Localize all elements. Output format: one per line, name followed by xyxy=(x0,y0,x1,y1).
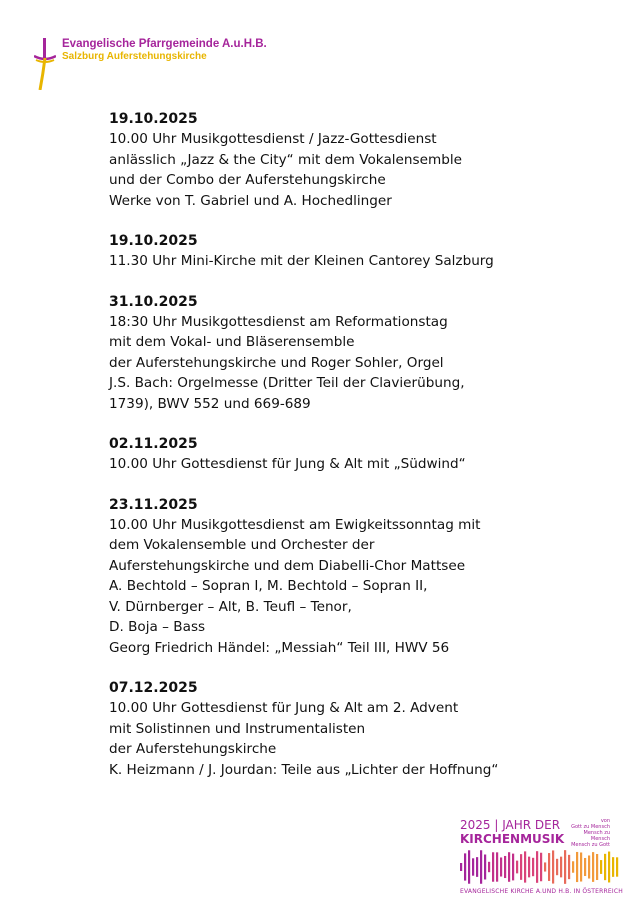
sound-bar xyxy=(516,861,518,874)
event-description-line: 10.00 Uhr Musikgottesdienst am Ewigkeitssonntag mit xyxy=(109,516,481,533)
sound-bar xyxy=(464,853,466,880)
event-description-line: K. Heizmann / J. Jourdan: Teile aus „Lichter der Hoffnung“ xyxy=(109,761,499,778)
sound-bar xyxy=(528,857,530,878)
event-date: 31.10.2025 xyxy=(109,293,198,310)
sound-bar xyxy=(616,857,618,876)
event-description-line: 10.00 Uhr Musikgottesdienst / Jazz-Gottesdienst xyxy=(109,131,437,147)
sound-bar xyxy=(560,857,562,878)
event-block xyxy=(109,231,609,272)
footer-title: KIRCHENMUSIK xyxy=(460,832,565,846)
event-description-line: A. Bechtold – Sopran I, M. Bechtold – Sopran II, xyxy=(109,578,428,594)
event-description-line: 11.30 Uhr Mini-Kirche mit der Kleinen Cantorey Salzburg xyxy=(109,253,494,269)
sound-bar xyxy=(480,850,482,884)
sound-bar xyxy=(556,859,558,875)
footer-year: 2025 | JAHR DER xyxy=(460,818,561,832)
sound-bar xyxy=(604,854,606,880)
sound-bar xyxy=(488,862,490,872)
event-description-line: der Auferstehungskirche und Roger Sohler, Orgel xyxy=(109,354,444,371)
sound-bar xyxy=(584,858,586,876)
event-block xyxy=(109,292,609,415)
sound-bar xyxy=(564,850,566,884)
event-description-line: D. Boja – Bass xyxy=(109,619,206,635)
sound-bar xyxy=(572,861,574,872)
tagline-line: Mensch zu Gott xyxy=(571,842,610,848)
parish-name: Evangelische Pfarrgemeinde A.u.H.B. xyxy=(62,38,267,50)
event-block xyxy=(109,678,609,780)
event-description-line: mit Solistinnen und Instrumentalisten xyxy=(109,720,366,737)
event-list xyxy=(109,109,609,800)
sound-bar xyxy=(608,852,610,883)
sound-bar xyxy=(500,857,502,876)
footer-logo xyxy=(460,818,623,898)
event-description-line: 10.00 Uhr Gottesdienst für Jung & Alt mit „Südwind“ xyxy=(109,456,466,472)
event-date: 07.12.2025 xyxy=(109,680,198,696)
sound-bar xyxy=(600,860,602,874)
sound-bar xyxy=(552,850,554,883)
sound-bar xyxy=(520,854,522,880)
sound-bar xyxy=(612,857,614,877)
event-description-line: anlässlich „Jazz & the City“ mit dem Vokalensemble xyxy=(109,151,462,168)
sound-bar xyxy=(504,856,506,878)
sound-bar xyxy=(568,855,570,879)
sound-bar xyxy=(532,858,534,876)
event-date: 23.11.2025 xyxy=(109,496,198,513)
sound-bar xyxy=(540,853,542,882)
sound-bar xyxy=(592,852,594,882)
event-block xyxy=(109,109,609,211)
sound-bar xyxy=(472,858,474,875)
sound-bars-icon xyxy=(460,850,620,884)
event-description-line: J.S. Bach: Orgelmesse (Dritter Teil der Clavierübung, xyxy=(109,375,465,391)
tagline-line: von xyxy=(600,818,610,824)
event-description-line: dem Vokalensemble und Orchester der xyxy=(109,537,375,553)
tagline-line: Mensch zu Mensch xyxy=(583,830,610,842)
event-description-line: und der Combo der Auferstehungskirche xyxy=(109,172,386,188)
footer-organization: EVANGELISCHE KIRCHE A.UND H.B. IN ÖSTERREICH xyxy=(460,888,623,895)
event-block xyxy=(109,495,609,659)
sound-bar xyxy=(524,851,526,882)
event-description-line: Werke von T. Gabriel und A. Hochedlinger xyxy=(109,192,392,209)
sound-bar xyxy=(576,852,578,882)
sound-bar xyxy=(468,850,470,883)
header xyxy=(26,36,326,96)
event-description-line: Georg Friedrich Händel: „Messiah“ Teil III, HWV 56 xyxy=(109,639,450,656)
event-description-line: 18:30 Uhr Musikgottesdienst am Reformationstag xyxy=(109,313,448,330)
event-description-line: 1739), BWV 552 und 669-689 xyxy=(109,395,311,412)
sound-bar xyxy=(512,854,514,881)
sound-bar xyxy=(508,852,510,882)
sound-bar xyxy=(492,852,494,881)
tagline-line: Gott zu Mensch xyxy=(571,824,610,830)
sound-bar xyxy=(544,862,546,871)
event-description-line: Auferstehungskirche und dem Diabelli-Chor Mattsee xyxy=(109,557,466,574)
sound-bar xyxy=(596,854,598,880)
event-description-line: V. Dürnberger – Alt, B. Teufl – Tenor, xyxy=(109,598,352,615)
event-date: 19.10.2025 xyxy=(109,111,198,127)
event-date: 02.11.2025 xyxy=(109,436,198,452)
sound-bar xyxy=(548,853,550,881)
event-date: 19.10.2025 xyxy=(109,233,198,249)
event-block xyxy=(109,434,609,475)
sound-bar xyxy=(476,857,478,877)
sound-bar xyxy=(536,851,538,883)
sound-bar xyxy=(580,852,582,881)
cross-icon xyxy=(34,38,56,90)
footer-tagline xyxy=(570,818,610,848)
sound-bar xyxy=(460,863,462,871)
sound-bar xyxy=(484,854,486,879)
event-description-line: mit dem Vokal- und Bläserensemble xyxy=(109,334,355,350)
event-description-line: der Auferstehungskirche xyxy=(109,741,277,757)
parish-location: Salzburg Auferstehungskirche xyxy=(62,51,207,62)
sound-bar xyxy=(496,852,498,881)
sound-bar xyxy=(588,855,590,878)
event-description-line: 10.00 Uhr Gottesdienst für Jung & Alt am 2. Advent xyxy=(109,700,459,716)
